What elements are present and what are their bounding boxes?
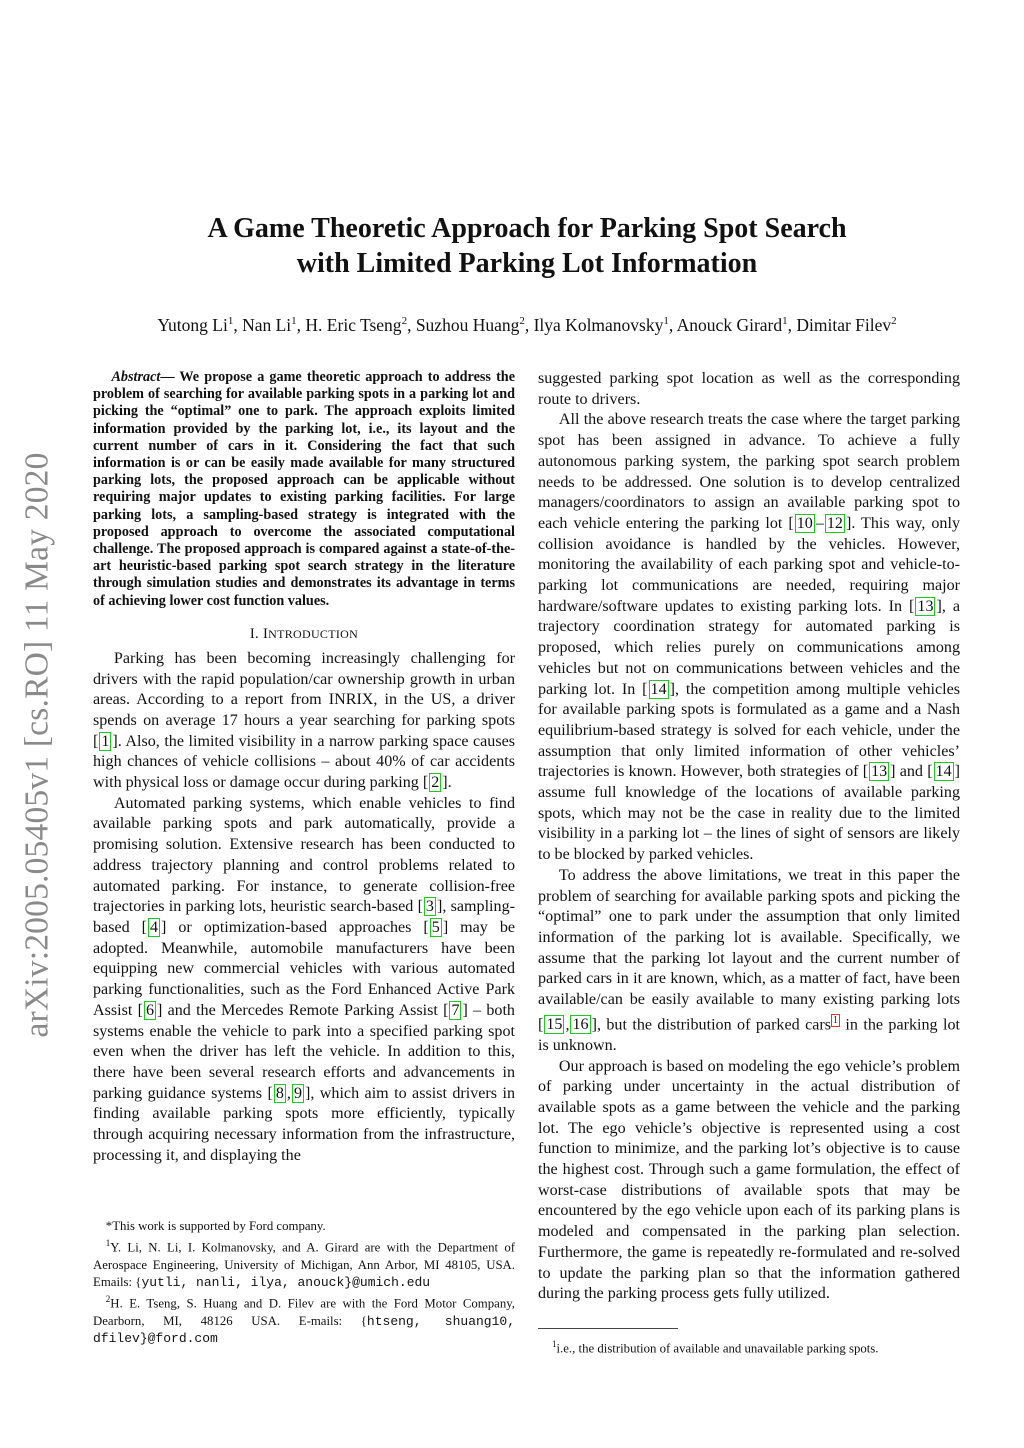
author-name: Yutong Li — [157, 314, 228, 335]
paragraph-text: assume full knowledge of the locations of available parking spots, which may not be the case in reality due to the limited visibility in a parking lot – the lines of sight of sensors are likely to be blocked by parked vehicles. — [538, 784, 960, 864]
author-name: H. Eric Tseng — [305, 314, 402, 335]
section-numeral: I. — [249, 625, 263, 642]
author-name: Dimitar Filev — [796, 314, 892, 335]
citation-link[interactable]: 7 — [451, 1001, 460, 1019]
citation-link[interactable]: 13 — [917, 597, 934, 615]
paragraph-text: . This way, only collision avoidance is handled by the vehicles. However, monitoring the availability of each parking spot and vehicle-to-parking lot communications are needed, requiring major hardware/software updates to existing parking lots. In — [538, 514, 960, 615]
citation-link[interactable]: 2 — [431, 774, 440, 792]
footnote-divider — [538, 1328, 678, 1329]
paragraph-text: in the parking lot is unknown. — [538, 1016, 960, 1054]
author-affiliation: 1 — [227, 315, 234, 327]
email-domain[interactable]: }@ford.com — [139, 1330, 218, 1346]
section-title-initial: I — [262, 625, 269, 642]
email-list[interactable]: yutli, nanli, ilya, anouck — [141, 1274, 345, 1290]
intro-paragraph-4: All the above research treats the case where the target parking spot has been assigned in advance. To achieve a fully autonomous parking system, the parking spot search problem needs to be addressed. One solution is to develop centralized managers/coordinators to assign an available parking spot to each vehicle entering the parking lot [ 10 – 12 ]. This way, only collision avoidance is handled by the vehicles. However, monitoring the availability of each parking spot and vehicle-to-parking lot communications are needed, requiring major hardware/software updates to existing parking lots. In [ 13 ], a trajectory coordination strategy for automated parking is proposed, which relies purely on communications among vehicles but not on communications between vehicles and the parking lot. In [ 14 ], the competition among multiple vehicles for available parking spots is formulated as a game and a Nash equilibrium-based strategy is solved for each vehicle, under the assumption that only limited information of other vehicles’ trajectories is known. However, both strategies of [ 13 ] and [ 14 ] assume full knowledge of the locations of available parking spots, which may not be the case in reality due to the limited visibility in a parking lot – the lines of sight of sensors are likely to be blocked by parked vehicles. — [538, 411, 960, 864]
paragraph-text: . Also, the limited visibility in a narrow parking space causes high chances of vehicle collisions – about 40% of car accidents with physical loss or damage occur during parking — [93, 732, 515, 792]
section-title-rest: NTRODUCTION — [268, 626, 359, 641]
arxiv-sidebar-stamp — [8, 435, 68, 1055]
intro-paragraph-3: suggested parking spot location as well as the corresponding route to drivers. — [538, 370, 960, 408]
abstract — [93, 369, 515, 610]
abstract-dash: — — [160, 369, 175, 385]
footnote-link[interactable]: 1 — [833, 1014, 838, 1026]
citation-link[interactable]: 14 — [650, 680, 667, 698]
citation-link[interactable]: 4 — [149, 918, 159, 936]
abstract-label: Abstract — [111, 369, 161, 385]
footnote-marker: 1 — [105, 1238, 111, 1249]
email-domain[interactable]: }@umich.edu — [344, 1274, 431, 1290]
footnotes-affiliations — [93, 1218, 515, 1347]
paragraph-text: Parking has been becoming increasingly challenging for drivers with the rapid population/car ownership growth in urban areas. According to a report from INRIX, in the US, a driver spends on average 17 hours a year searching for parking spots — [93, 649, 515, 729]
author-affiliation: 1 — [782, 315, 788, 327]
author-name: Nan Li — [242, 314, 292, 335]
author-name: Suzhou Huang — [415, 314, 520, 335]
paper-title — [130, 211, 924, 281]
paragraph-text: , but the distribution of parked cars — [596, 1016, 831, 1034]
footnote-text: H. E. Tseng, S. Huang and D. Filev are with the Ford Motor Company, Dearborn, MI, 48126 USA. E-mails: { — [93, 1296, 515, 1328]
author-affiliation: 2 — [891, 315, 897, 327]
citation-link[interactable]: 9 — [293, 1084, 302, 1102]
paragraph-text: Automated parking systems, which enable vehicles to find available parking spots and park automatically, provide a promising solution. Extensive research has been conducted to address trajectory planning and control problems related to automated parking. For instance, to generate collision-free trajectories in parking lots, heuristic search-based — [93, 794, 515, 916]
author-affiliation: 1 — [663, 315, 669, 327]
abstract-text: We propose a game theoretic approach to address the problem of searching for available parking spots in a parking lot and picking the “optimal” one to park. The approach exploits limited information provided by the parking lot, i.e., its layout and the current number of cars in it. Considering the fact that such information is or can be easily made available for many structured parking lots, the proposed approach can be applicable without requiring major updates to existing parking facilities. For large parking lots, a sampling-based strategy is integrated with the proposed approach to overcome the associated computational challenge. The proposed approach is compared against a state-of-the-art heuristic-based parking spot search strategy in the literature through simulation studies and demonstrates its advantage in terms of achieving lower cost function values. — [93, 369, 515, 609]
paragraph-text: . — [447, 774, 452, 792]
footnote-text: Y. Li, N. Li, I. Kolmanovsky, and A. Girard are with the Department of Aerospace Engineering, University of Michigan, Ann Arbor, MI 48105, USA. Emails: { — [93, 1240, 515, 1289]
paragraph-text: To address the above limitations, we treat in this paper the problem of searching for available parking spots and picking the “optimal” one to park under the assumption that only limited information of the parking lot is available. Specifically, we assume that the parking lot layout and the current number of parked cars in it are known, which, as a matter of fact, have been available/can be easily available to many existing parking lots — [538, 866, 960, 1009]
email-list[interactable]: htseng, shuang10, dfilev — [93, 1313, 515, 1346]
citation-link[interactable]: 10 — [796, 514, 813, 532]
footnote-support: *This work is supported by Ford company. — [105, 1219, 326, 1233]
citation-link[interactable]: 14 — [935, 763, 952, 781]
footnote-marker: 2 — [105, 1294, 111, 1305]
paragraph-text: , which aim to assist drivers in finding available parking spots more efficiently, typically through acquiring necessary information from the infrastructure, processing it, and displaying the — [93, 1084, 515, 1164]
footnote-marker: 1 — [552, 1339, 557, 1349]
citation-link[interactable]: 6 — [145, 1001, 154, 1019]
citation-link[interactable]: 5 — [431, 918, 440, 936]
intro-paragraph-1: Parking has been becoming increasingly challenging for drivers with the rapid population/car ownership growth in urban areas. According to a report from INRIX, in the US, a driver spends on average 17 hours a year searching for parking spots [ 1 ]. Also, the limited visibility in a narrow parking space causes high chances of vehicle collisions – about 40% of car accidents with physical loss or damage occur during parking [ 2 ]. — [93, 649, 515, 792]
paragraph-text: , the competition among multiple vehicles for available parking spots is formulated as a game and a Nash equilibrium-based strategy is solved for each vehicle, under the assumption that only limited information of other vehicles’ trajectories is known. However, both strategies of — [538, 680, 960, 781]
right-column — [538, 369, 960, 1305]
author-name: Ilya Kolmanovsky — [533, 314, 664, 335]
left-column — [93, 369, 515, 1166]
title-line-2: with Limited Parking Lot Information — [296, 248, 758, 279]
author-list: Yutong Li$^1$, Nan Li$^1$, H. Eric Tseng$^2$, Suzhou Huang$^2$, Ilya Kolmanovsky$^1$, Anouck Girard$^1$, Dimitar Filev$^2$ — [157, 314, 897, 335]
footnote-text: i.e., the distribution of available and unavailable parking spots. — [556, 1341, 879, 1356]
intro-paragraph-2: Automated parking systems, which enable vehicles to find available parking spots and park automatically, provide a promising solution. Extensive research has been conducted to address trajectory planning and control problems related to automated parking. For instance, to generate collision-free trajectories in parking lots, heuristic search-based [ 3 ], sampling-based [ 4 ] or optimization-based approaches [ 5 ] may be adopted. Meanwhile, automobile manufacturers have been equipping new commercial vehicles with various automated parking functionalities, such as the Ford Enhanced Active Park Assist [ 6 ] and the Mercedes Remote Parking Assist [ 7 ] – both systems enable the vehicle to park into a specified parking spot even when the driver has left the vehicle. In addition to this, there have been several research efforts and advancements in parking guidance systems [ 8 , 9 ], which aim to assist drivers in finding available parking spots more efficiently, typically through acquiring necessary information from the infrastructure, processing it, and displaying the — [93, 794, 516, 1164]
paragraph-text: and — [895, 763, 928, 781]
intro-paragraph-6: Our approach is based on modeling the ego vehicle’s problem of parking under uncertainty in the actual distribution of available spots as a game between the vehicle and the parking lot. The ego vehicle’s objective is represented using a cost function to minimize, and the parking lot’s objective is to cause the highest cost. Through such a game formulation, the effect of worst-case distributions of available spots that may be encountered by the ego vehicle upon each of its parking plans is modeled and compensated in the parking plan selection. Furthermore, the game is repeatedly re-formulated and re-solved to update the parking plan so that the information gathered during the parking process gets fully utilized. — [538, 1057, 960, 1303]
author-affiliation: 2 — [401, 315, 408, 327]
citation-link[interactable]: 1 — [101, 732, 110, 750]
section-heading-introduction — [93, 624, 515, 644]
paragraph-text: , sampling-based — [93, 898, 515, 936]
citation-link[interactable]: 13 — [871, 763, 888, 781]
author-name: Anouck Girard — [676, 314, 783, 335]
paragraph-text: may be adopted. Meanwhile, automobile manufacturers have been equipping new commercial vehicles with various automated parking functionalities, such as the Ford Enhanced Active Park Assist — [93, 918, 516, 1019]
paragraph-text: – both systems enable the vehicle to park into a specified parking spot even when the driver has left the vehicle. In addition to this, there have been several research efforts and advancements in parking guidance systems — [93, 1001, 515, 1102]
title-line-1: A Game Theoretic Approach for Parking Spot Search — [207, 213, 847, 244]
footnote-affiliation-1 — [93, 1235, 515, 1291]
footnote-affiliation-2 — [93, 1291, 515, 1347]
citation-link[interactable]: 16 — [572, 1016, 589, 1034]
intro-paragraph-5: To address the above limitations, we treat in this paper the problem of searching for available parking spots and picking the “optimal” one to park under the assumption that only limited information of the parking lot is available. Specifically, we assume that the parking lot layout and the current number of parked cars in it are known, which, as a matter of fact, have been available/can be easily available to many existing parking lots [ 15 , 16 ], but the distribution of parked cars $^1$ in the parking lot is unknown. — [538, 866, 960, 1054]
author-affiliation: 1 — [291, 315, 297, 327]
paragraph-text: and the Mercedes Remote Parking Assist — [162, 1001, 444, 1019]
citation-link[interactable]: 3 — [425, 898, 434, 916]
paragraph-text: or optimization-based approaches — [166, 918, 424, 936]
paragraph-text: , a trajectory coordination strategy for automated parking is proposed, which relies purely on communications among vehicles but not on communications between vehicles and the parking lot. In — [538, 597, 960, 698]
author-affiliation: 2 — [519, 315, 525, 327]
footnote-1 — [552, 1336, 992, 1357]
citation-link[interactable]: 8 — [275, 1084, 284, 1102]
citation-link[interactable]: 15 — [546, 1016, 563, 1034]
arxiv-identifier: arXiv:2005.05405v1 [cs.RO] 11 May 2020 — [19, 452, 57, 1038]
paragraph-text: All the above research treats the case where the target parking spot has been assigned in advance. To achieve a fully autonomous parking system, the parking spot search problem needs to be addressed. One solution is to develop centralized managers/coordinators to assign an available parking spot to each vehicle entering the parking lot — [538, 411, 960, 532]
citation-link[interactable]: 12 — [826, 514, 843, 532]
